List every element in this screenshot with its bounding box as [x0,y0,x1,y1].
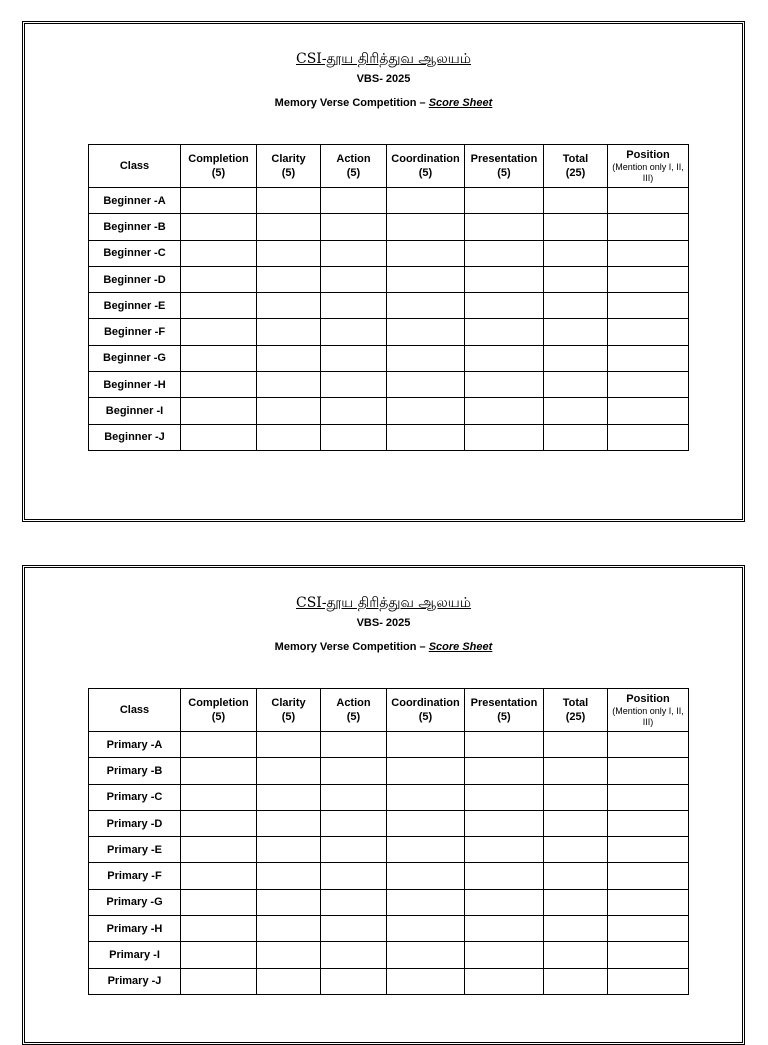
score-cell [257,863,321,889]
position-note: (Mention only I, II, III) [612,706,684,727]
score-cell [257,810,321,836]
table-row [89,240,689,266]
score-cell [608,266,689,292]
column-header: Total (25) [544,689,608,732]
column-header: Completion (5) [181,689,257,732]
score-cell [321,319,387,345]
score-cell [465,758,544,784]
score-cell [257,942,321,968]
score-cell [608,889,689,915]
column-header: Coordination (5) [387,145,465,188]
score-cell [544,319,608,345]
table-row [89,372,689,398]
score-cell [465,240,544,266]
table-row [89,784,689,810]
score-cell [608,968,689,994]
score-cell [181,810,257,836]
score-cell [321,240,387,266]
class-name-cell: Primary -D [89,810,181,836]
competition-heading [25,97,742,109]
score-cell [544,942,608,968]
score-cell [181,968,257,994]
score-cell [321,942,387,968]
class-name-cell: Beginner -C [89,240,181,266]
score-cell [181,916,257,942]
score-cell [387,942,465,968]
score-cell [257,214,321,240]
score-cell [321,889,387,915]
score-cell [181,758,257,784]
score-cell [181,837,257,863]
class-name-cell: Beginner -G [89,345,181,371]
score-cell [544,916,608,942]
score-cell [608,916,689,942]
class-name-cell: Beginner -D [89,266,181,292]
score-cell [257,319,321,345]
score-cell [387,968,465,994]
score-cell [321,398,387,424]
score-cell [387,240,465,266]
score-cell [465,266,544,292]
score-cell [181,732,257,758]
score-cell [321,810,387,836]
column-header-position [608,689,689,732]
score-cell [387,863,465,889]
score-cell [181,240,257,266]
score-cell [387,214,465,240]
table-row [89,266,689,292]
class-name-cell: Beginner -B [89,214,181,240]
score-table [88,144,689,451]
score-cell [181,214,257,240]
table-row [89,424,689,450]
score-cell [181,266,257,292]
score-cell [181,293,257,319]
score-cell [544,810,608,836]
class-name-cell: Primary -A [89,732,181,758]
table-row [89,345,689,371]
table-row [89,758,689,784]
class-name-cell: Primary -F [89,863,181,889]
score-cell [257,188,321,214]
column-header: Completion (5) [181,145,257,188]
score-cell [181,863,257,889]
score-cell [465,942,544,968]
table-row [89,916,689,942]
score-cell [387,372,465,398]
church-title: CSI-தூய திரித்துவ ஆலயம் [295,51,472,67]
table-row [89,398,689,424]
score-cell [608,293,689,319]
heading-prefix: Memory Verse Competition – [274,641,429,653]
class-name-cell: Beginner -J [89,424,181,450]
score-table [88,688,689,995]
score-cell [321,758,387,784]
score-cell [544,784,608,810]
score-cell [544,214,608,240]
score-cell [321,784,387,810]
table-row [89,942,689,968]
score-cell [387,424,465,450]
score-cell [608,424,689,450]
score-cell [544,863,608,889]
score-cell [608,810,689,836]
score-cell [387,345,465,371]
score-cell [544,968,608,994]
score-cell [257,293,321,319]
table-row [89,293,689,319]
score-cell [465,863,544,889]
score-sheet-beginner [22,21,745,522]
score-cell [257,968,321,994]
class-name-cell: Beginner -H [89,372,181,398]
score-cell [544,889,608,915]
score-cell [257,784,321,810]
score-cell [544,293,608,319]
column-header: Total (25) [544,145,608,188]
score-cell [257,266,321,292]
score-cell [387,889,465,915]
score-cell [257,424,321,450]
score-cell [387,293,465,319]
score-cell [544,758,608,784]
score-cell [321,424,387,450]
score-cell [257,372,321,398]
score-cell [321,916,387,942]
heading-prefix: Memory Verse Competition – [274,97,429,109]
score-cell [608,863,689,889]
church-title: CSI-தூய திரித்துவ ஆலயம் [295,595,472,611]
class-name-cell: Beginner -I [89,398,181,424]
score-cell [387,398,465,424]
header-row [89,145,689,188]
score-cell [465,293,544,319]
score-cell [544,732,608,758]
score-cell [257,345,321,371]
score-cell [544,424,608,450]
score-sheet-label: Score Sheet [428,641,493,653]
score-cell [387,837,465,863]
score-cell [608,784,689,810]
table-row [89,810,689,836]
score-cell [181,889,257,915]
column-header: Class [89,689,181,732]
score-cell [608,372,689,398]
score-cell [544,345,608,371]
score-cell [181,398,257,424]
score-cell [181,942,257,968]
score-cell [465,732,544,758]
column-header: Action (5) [321,145,387,188]
competition-heading [25,641,742,653]
score-cell [387,784,465,810]
score-cell [321,266,387,292]
position-label: Position [626,693,670,705]
score-sheet-primary [22,565,745,1045]
column-header: Action (5) [321,689,387,732]
score-cell [608,319,689,345]
score-cell [608,398,689,424]
score-cell [608,758,689,784]
score-cell [465,837,544,863]
vbs-year: VBS- 2025 [356,73,411,85]
class-name-cell: Primary -B [89,758,181,784]
score-cell [465,372,544,398]
score-cell [465,398,544,424]
score-cell [257,889,321,915]
table-row [89,732,689,758]
score-cell [321,188,387,214]
class-name-cell: Primary -H [89,916,181,942]
column-header: Coordination (5) [387,689,465,732]
score-cell [608,942,689,968]
score-cell [257,240,321,266]
score-cell [465,424,544,450]
score-cell [465,319,544,345]
score-cell [544,372,608,398]
table-row [89,968,689,994]
class-name-cell: Primary -G [89,889,181,915]
class-name-cell: Beginner -F [89,319,181,345]
score-cell [387,266,465,292]
table-row [89,863,689,889]
score-cell [544,240,608,266]
score-cell [465,784,544,810]
position-label: Position [626,149,670,161]
score-cell [608,837,689,863]
score-cell [544,188,608,214]
score-cell [321,214,387,240]
score-cell [387,188,465,214]
column-header-position [608,145,689,188]
score-cell [544,266,608,292]
score-cell [321,293,387,319]
score-cell [608,345,689,371]
score-cell [608,732,689,758]
score-cell [387,916,465,942]
score-cell [321,863,387,889]
score-cell [181,424,257,450]
score-cell [257,916,321,942]
position-note: (Mention only I, II, III) [612,162,684,183]
class-name-cell: Beginner -E [89,293,181,319]
column-header: Clarity (5) [257,145,321,188]
column-header: Presentation (5) [465,145,544,188]
score-cell [321,345,387,371]
score-cell [608,214,689,240]
score-cell [465,916,544,942]
table-row [89,889,689,915]
score-cell [465,345,544,371]
score-cell [387,732,465,758]
score-cell [608,188,689,214]
score-cell [544,837,608,863]
score-cell [257,758,321,784]
score-cell [608,240,689,266]
score-cell [257,398,321,424]
table-row [89,837,689,863]
class-name-cell: Primary -J [89,968,181,994]
table-row [89,188,689,214]
table-row [89,319,689,345]
score-cell [257,837,321,863]
score-cell [321,372,387,398]
class-name-cell: Primary -E [89,837,181,863]
score-cell [321,732,387,758]
score-cell [544,398,608,424]
score-cell [321,837,387,863]
score-cell [257,732,321,758]
class-name-cell: Primary -I [89,942,181,968]
score-cell [181,188,257,214]
column-header: Presentation (5) [465,689,544,732]
score-cell [465,968,544,994]
score-cell [465,188,544,214]
score-cell [465,810,544,836]
column-header: Clarity (5) [257,689,321,732]
score-cell [387,810,465,836]
vbs-year: VBS- 2025 [356,617,411,629]
header-row [89,689,689,732]
score-cell [465,214,544,240]
score-cell [387,319,465,345]
score-cell [387,758,465,784]
score-cell [465,889,544,915]
score-cell [181,345,257,371]
class-name-cell: Beginner -A [89,188,181,214]
score-sheet-label: Score Sheet [428,97,493,109]
score-cell [181,372,257,398]
score-cell [181,784,257,810]
class-name-cell: Primary -C [89,784,181,810]
score-cell [181,319,257,345]
column-header: Class [89,145,181,188]
table-row [89,214,689,240]
score-cell [321,968,387,994]
